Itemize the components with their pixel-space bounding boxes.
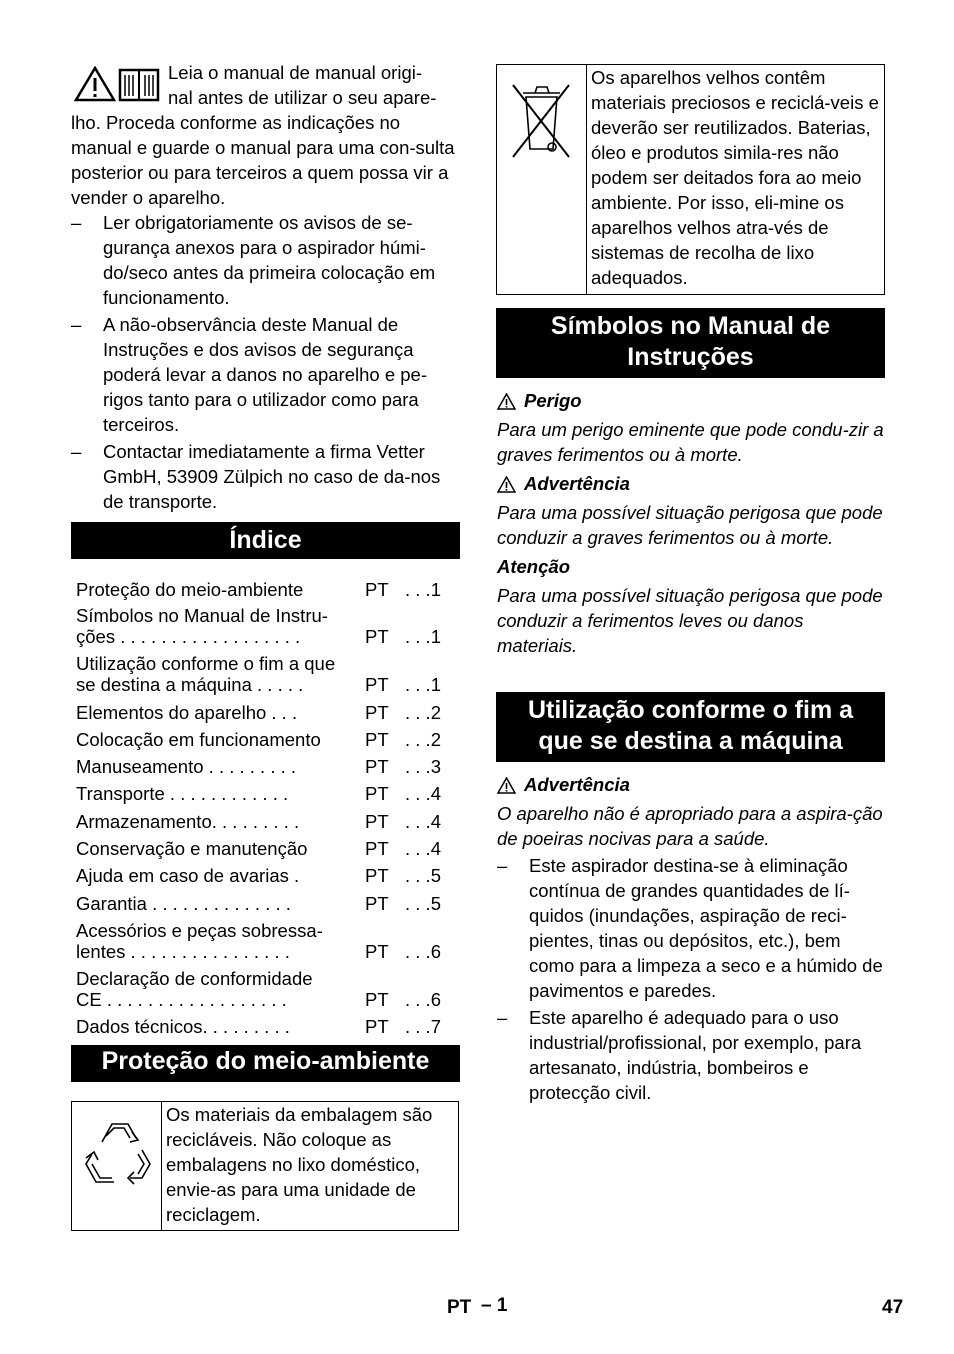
danger-text: Para um perigo eminente que pode condu-zir a graves ferimentos ou à morte.: [497, 419, 884, 465]
section-heading-index: Índice: [71, 522, 460, 559]
recycling-icon: [72, 1102, 161, 1230]
intro-line-1: Leia o manual de manual origi-: [168, 62, 423, 83]
toc-page: . . .1: [405, 579, 441, 600]
usage-warning-text: O aparelho não é apropriado para a aspira-ção de poeiras nocivas para a saúde.: [497, 803, 883, 849]
toc-row: [71, 968, 461, 1012]
toc-title: Transporte . . . . . . . . . . . .: [76, 783, 289, 804]
list-item: – Este aspirador destina-se à eliminação contínua de grandes quantidades de lí-quidos (inundações, aspiração de reci-pientes, tinas ou depósitos, etc.), bem como para a limpeza a seco e a húmido de pavimentos e paredes.: [497, 855, 883, 1001]
section-heading-symbols: Símbolos no Manual de Instruções: [496, 308, 885, 378]
list-item: – Este aparelho é adequado para o uso industrial/profissional, por exemplo, para artesanato, indústria, bombeiros e protecção civil.: [497, 1007, 862, 1103]
symbols-section: [497, 388, 887, 658]
toc-title: Armazenamento. . . . . . . . .: [76, 811, 300, 832]
toc-row: [71, 756, 461, 778]
toc-title: ções . . . . . . . . . . . . . . . . . .: [76, 626, 301, 647]
toc-row: [71, 838, 461, 860]
toc-title-line: Acessórios e peças sobressa-: [76, 920, 323, 941]
footer-section-page: – 1: [481, 1295, 508, 1316]
toc-title: Dados técnicos. . . . . . . . .: [76, 1016, 290, 1037]
toc-page: . . .2: [405, 729, 441, 750]
toc-page: . . .4: [405, 838, 441, 859]
toc-page: . . .7: [405, 1016, 441, 1037]
toc-title: Proteção do meio-ambiente: [76, 579, 304, 600]
toc-row: [71, 605, 461, 649]
toc-lang: PT: [365, 579, 389, 600]
toc-row: [71, 893, 461, 915]
toc-lang: PT: [365, 811, 389, 832]
toc-lang: PT: [365, 783, 389, 804]
packaging-text: Os materiais da embalagem são recicláveis. Não coloque as embalagens no lixo doméstico, envie-as para uma unidade de reciclagem.: [166, 1104, 433, 1225]
usage-warning-label: Advertência: [497, 772, 887, 797]
intro-bullet-list: [71, 210, 461, 514]
toc-lang: PT: [365, 756, 389, 777]
list-item: – Contactar imediatamente a firma Vetter GmbH, 53909 Zülpich no caso de da-nos de transporte.: [71, 441, 441, 512]
toc-page: . . .4: [405, 783, 441, 804]
toc-title: Garantia . . . . . . . . . . . . . .: [76, 893, 291, 914]
toc-row: [71, 702, 461, 724]
toc-title: CE . . . . . . . . . . . . . . . . . .: [76, 989, 287, 1010]
toc-title-line: Símbolos no Manual de Instru-: [76, 605, 328, 626]
weee-icon-cell: [497, 65, 587, 294]
caution-text: Para uma possível situação perigosa que pode conduzir a ferimentos leves ou danos materiais.: [497, 585, 883, 656]
toc-title: Conservação e manutenção: [76, 838, 308, 859]
list-item: – Ler obrigatoriamente os avisos de se-gurança anexos para o aspirador húmi-do/seco antes da primeira colocação em funcionamento.: [71, 212, 436, 308]
toc-title: Ajuda em caso de avarias .: [76, 865, 300, 886]
toc-lang: PT: [365, 729, 389, 750]
toc-lang: PT: [365, 674, 389, 695]
toc-row: [71, 729, 461, 751]
toc-row: [71, 920, 461, 964]
toc-row: [71, 1016, 461, 1038]
toc-page: . . .1: [405, 626, 441, 647]
toc-row: [71, 653, 461, 697]
recycling-box: [71, 1101, 459, 1231]
toc-lang: PT: [365, 989, 389, 1010]
toc-lang: PT: [365, 893, 389, 914]
manual-warning-icons: [74, 66, 160, 102]
usage-section: [497, 772, 887, 1105]
toc-lang: PT: [365, 941, 389, 962]
toc-row: [71, 811, 461, 833]
intro-line-2: nal antes de utilizar o seu apare-: [168, 87, 437, 108]
book-icon: [120, 70, 158, 100]
old-devices-box: [496, 64, 885, 295]
toc-page: . . .4: [405, 811, 441, 832]
footer-lang-code: PT: [447, 1297, 472, 1318]
warning-triangle-icon: [497, 476, 516, 493]
toc-title-line: Utilização conforme o fim a que: [76, 653, 336, 674]
toc-lang: PT: [365, 838, 389, 859]
toc-lang: PT: [365, 702, 389, 723]
toc-title: Elementos do aparelho . . .: [76, 702, 298, 723]
toc-page: . . .5: [405, 865, 441, 886]
toc-title: lentes . . . . . . . . . . . . . . . .: [76, 941, 290, 962]
toc-title: Colocação em funcionamento: [76, 729, 321, 750]
intro-text: lho. Proceda conforme as indicações no manual e guarde o manual para uma con-sulta posterior ou para terceiros a quem possa vir a vender o aparelho.: [71, 112, 455, 208]
section-heading-usage: Utilização conforme o fim a que se destina a máquina: [496, 692, 885, 762]
toc-page: . . .3: [405, 756, 441, 777]
recycling-icon-cell: [72, 1102, 162, 1230]
toc-lang: PT: [365, 865, 389, 886]
caution-label: Atenção: [497, 556, 570, 577]
toc-row: [71, 579, 461, 601]
section-heading-environment: Proteção do meio-ambiente: [71, 1045, 460, 1082]
toc-lang: PT: [365, 626, 389, 647]
toc-page: . . .1: [405, 674, 441, 695]
toc-title: se destina a máquina . . . . .: [76, 674, 304, 695]
toc-row: [71, 865, 461, 887]
toc-title-line: Declaração de conformidade: [76, 968, 313, 989]
table-of-contents: [71, 575, 461, 1045]
toc-page: . . .5: [405, 893, 441, 914]
footer-page-number: 47: [882, 1297, 904, 1318]
danger-label: Perigo: [497, 388, 887, 413]
crossed-bin-icon: [497, 65, 586, 165]
toc-page: . . .6: [405, 989, 441, 1010]
toc-title: Manuseamento . . . . . . . . .: [76, 756, 297, 777]
warning-triangle-icon: [497, 393, 516, 410]
old-devices-text: Os aparelhos velhos contêm materiais preciosos e reciclá-veis e deverão ser reutilizados. Baterias, óleo e produtos simila-res não podem ser deitados fora ao meio ambiente. Por isso, eli-mine os aparelhos velhos atra-vés de sistemas de recolha de lixo adequados.: [591, 67, 879, 288]
toc-page: . . .2: [405, 702, 441, 723]
toc-page: . . .6: [405, 941, 441, 962]
toc-row: [71, 783, 461, 805]
warning-triangle-icon: [497, 777, 516, 794]
warning-label: Advertência: [497, 471, 887, 496]
list-item: – A não-observância deste Manual de Instruções e dos avisos de segurança poderá levar a danos no aparelho e pe-rigos tanto para o utilizador como para terceiros.: [71, 314, 427, 435]
warning-triangle-icon: [74, 66, 160, 102]
warning-text: Para uma possível situação perigosa que pode conduzir a graves ferimentos ou à morte.: [497, 502, 883, 548]
toc-lang: PT: [365, 1016, 389, 1037]
